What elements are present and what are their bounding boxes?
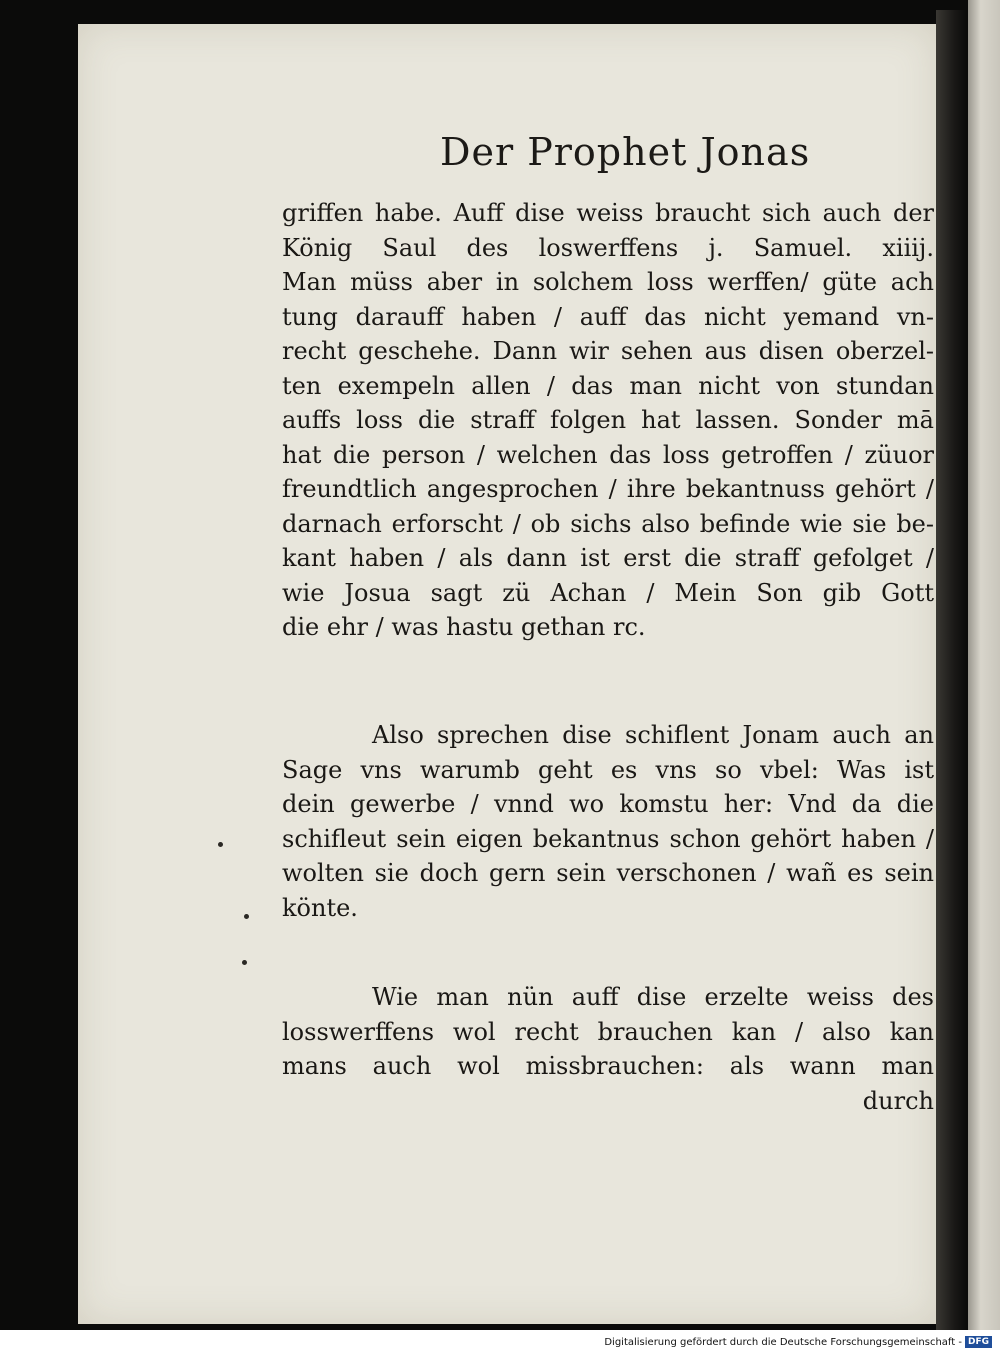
paragraph-2 (282, 718, 934, 925)
paragraph-1 (282, 196, 934, 645)
margin-mark (244, 914, 249, 919)
text-line: Wie man nün auff dise erzelte weiss des (372, 983, 934, 1011)
text-line: schifleut sein eigen bekantnus schon gehört haben / (282, 824, 934, 853)
running-header: Der Prophet Jonas (440, 130, 811, 174)
footer-text: Digitalisierung gefördert durch die Deutsche Forschungsgemeinschaft - (604, 1336, 962, 1348)
text-line: die ehr / was hastu gethan rc. (282, 613, 646, 641)
page-edge (936, 10, 966, 1330)
text-line: könte. (282, 893, 358, 922)
adjacent-page-strip (968, 0, 1000, 1330)
text-line: König Saul des loswerffens j. Samuel. xiiij. (282, 233, 934, 262)
margin-mark (218, 842, 223, 847)
text-line: Also sprechen dise schiflent Jonam auch an (372, 721, 934, 749)
paragraph-3 (282, 980, 934, 1118)
text-line: griffen habe. Auff dise weiss braucht sich auch der (282, 199, 934, 227)
text-line: losswerffens wol recht brauchen kan / also kan (282, 1017, 934, 1046)
text-line: recht geschehe. Dann wir sehen aus disen oberzel- (282, 337, 934, 365)
text-line: wie Josua sagt zü Achan / Mein Son gib Gott (282, 578, 934, 607)
text-line: hat die person / welchen das loss getroffen / züuor (282, 440, 934, 469)
text-line: Sage vns warumb geht es vns so vbel: Was ist (282, 755, 934, 784)
text-line: freundtlich angesprochen / ihre bekantnuss gehört / (282, 475, 934, 503)
text-line: darnach erforscht / ob sichs also befinde wie sie be- (282, 509, 934, 538)
text-line: ten exempeln allen / das man nicht von stundan (282, 371, 934, 400)
dfg-logo: DFG (965, 1336, 992, 1348)
margin-mark (242, 960, 247, 965)
text-line: mans auch wol missbrauchen: als wann man (282, 1052, 934, 1080)
text-line: tung darauff haben / auff das nicht yemand vn- (282, 302, 934, 331)
text-line: Man müss aber in solchem loss werffen/ güte ach (282, 268, 934, 296)
catchword: durch (862, 1086, 934, 1115)
footer-credit (604, 1334, 992, 1350)
text-line: kant haben / als dann ist erst die straff gefolget / (282, 544, 934, 572)
text-line: auffs loss die straff folgen hat lassen. Sonder mā (282, 406, 934, 434)
text-line: dein gewerbe / vnnd wo komstu her: Vnd da die (282, 790, 934, 818)
text-line: wolten sie doch gern sein verschonen / wañ es sein (282, 859, 934, 887)
